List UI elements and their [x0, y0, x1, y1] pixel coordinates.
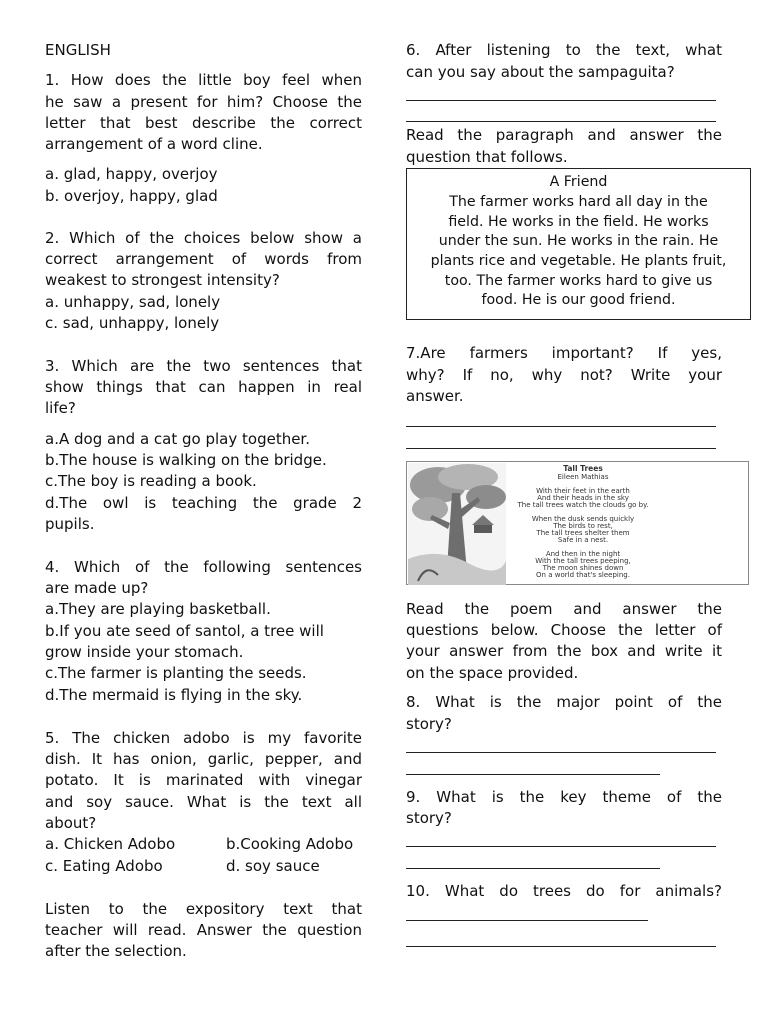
question-4-line: are made up?: [45, 579, 149, 597]
instruction-line: Read the poem and answer the: [406, 600, 722, 618]
poem-line: With the tall trees peeping,: [535, 557, 631, 565]
question-4-option: a.They are playing basketball.: [45, 600, 271, 618]
tree-illustration: [408, 463, 506, 585]
poem-title: Tall Trees: [563, 464, 603, 473]
question-3-option: pupils.: [45, 515, 95, 533]
passage-line: plants rice and vegetable. He plants fruit,: [430, 253, 727, 269]
instruction-line: Listen to the expository text that: [45, 900, 362, 918]
question-2-option: c. sad, unhappy, lonely: [45, 314, 220, 332]
poem-line: The moon shines down: [542, 564, 624, 572]
question-5-option-c: c. Eating Adobo: [45, 857, 163, 875]
answer-blank[interactable]: [406, 752, 716, 753]
question-4-option: d.The mermaid is flying in the sky.: [45, 686, 303, 704]
passage-line: The farmer works hard all day in the: [449, 194, 708, 210]
instruction-line: question that follows.: [406, 148, 568, 166]
question-4-option: c.The farmer is planting the seeds.: [45, 664, 307, 682]
question-3-line: show things that can happen in real: [45, 378, 362, 396]
question-4-option: grow inside your stomach.: [45, 643, 244, 661]
question-5-line: dish. It has onion, garlic, pepper, and: [45, 750, 362, 768]
question-6-line: can you say about the sampaguita?: [406, 63, 675, 81]
question-2-line: correct arrangement of words from: [45, 250, 362, 268]
question-1-option: a. glad, happy, overjoy: [45, 165, 218, 183]
question-5-line: and soy sauce. What is the text all: [45, 793, 362, 811]
question-5-option-d: d. soy sauce: [226, 857, 320, 875]
question-7-line: 7.Are farmers important? If yes,: [406, 344, 722, 362]
poem-line: And their heads in the sky: [537, 494, 629, 502]
question-7-line: answer.: [406, 387, 464, 405]
answer-blank[interactable]: [406, 121, 716, 122]
question-1-line: letter that best describe the correct: [45, 114, 362, 132]
question-9-line: 9. What is the key theme of the: [406, 788, 722, 806]
instruction-line: questions below. Choose the letter of: [406, 621, 722, 639]
passage-title: A Friend: [549, 174, 608, 190]
reading-passage-box: [406, 168, 751, 320]
question-2-line: weakest to strongest intensity?: [45, 271, 280, 289]
question-1-line: arrangement of a word cline.: [45, 135, 263, 153]
answer-blank[interactable]: [406, 868, 660, 869]
poem-line: Safe in a nest.: [557, 536, 609, 544]
question-3-option: b.The house is walking on the bridge.: [45, 451, 327, 469]
question-6-line: 6. After listening to the text, what: [406, 41, 722, 59]
instruction-line: teacher will read. Answer the question: [45, 921, 362, 939]
poem-line: On a world that's sleeping.: [536, 571, 630, 579]
question-4-line: 4. Which of the following sentences: [45, 558, 362, 576]
poem-line: When the dusk sends quickly: [531, 515, 635, 523]
question-5-option-a: a. Chicken Adobo: [45, 835, 176, 853]
question-8-line: story?: [406, 715, 452, 733]
instruction-line: your answer from the box and write it: [406, 642, 722, 660]
poem-line: With their feet in the earth: [536, 487, 630, 495]
question-3-option: d.The owl is teaching the grade 2: [45, 494, 362, 512]
question-1-line: 1. How does the little boy feel when: [45, 71, 362, 89]
answer-blank[interactable]: [406, 846, 716, 847]
passage-line: under the sun. He works in the rain. He: [438, 233, 719, 249]
question-1-option: b. overjoy, happy, glad: [45, 187, 218, 205]
question-4-option: b.If you ate seed of santol, a tree will: [45, 622, 324, 640]
passage-line: field. He works in the field. He works: [448, 214, 709, 230]
answer-blank[interactable]: [406, 946, 716, 947]
question-5-line: 5. The chicken adobo is my favorite: [45, 729, 362, 747]
answer-blank[interactable]: [406, 920, 648, 921]
question-2-line: 2. Which of the choices below show a: [45, 229, 362, 247]
question-7-line: why? If no, why not? Write your: [406, 366, 722, 384]
question-3-option: c.The boy is reading a book.: [45, 472, 257, 490]
passage-line: food. He is our good friend.: [481, 292, 676, 308]
poem-line: The tall trees watch the clouds go by.: [517, 501, 649, 509]
answer-blank[interactable]: [406, 448, 716, 449]
passage-line: too. The farmer works hard to give us: [444, 273, 713, 289]
question-5-option-b: b.Cooking Adobo: [226, 835, 354, 853]
subject-heading: ENGLISH: [45, 41, 111, 59]
poem-author: Eileen Mathias: [557, 473, 609, 481]
instruction-line: after the selection.: [45, 942, 187, 960]
question-2-option: a. unhappy, sad, lonely: [45, 293, 221, 311]
instruction-line: on the space provided.: [406, 664, 579, 682]
question-9-line: story?: [406, 809, 452, 827]
question-5-line: about?: [45, 814, 97, 832]
question-3-option: a.A dog and a cat go play together.: [45, 430, 310, 448]
answer-blank[interactable]: [406, 426, 716, 427]
question-5-line: potato. It is marinated with vinegar: [45, 771, 362, 789]
answer-blank[interactable]: [406, 100, 716, 101]
question-1-line: he saw a present for him? Choose the: [45, 93, 362, 111]
question-8-line: 8. What is the major point of the: [406, 693, 722, 711]
question-10-line: 10. What do trees do for animals?: [406, 882, 722, 900]
question-3-line: life?: [45, 399, 76, 417]
poem-line: The birds to rest,: [553, 522, 613, 530]
poem-image: [406, 461, 749, 585]
answer-blank[interactable]: [406, 774, 660, 775]
poem-line: And then in the night: [545, 550, 621, 558]
question-3-line: 3. Which are the two sentences that: [45, 357, 362, 375]
instruction-line: Read the paragraph and answer the: [406, 126, 722, 144]
poem-line: The tall trees shelter them: [536, 529, 630, 537]
